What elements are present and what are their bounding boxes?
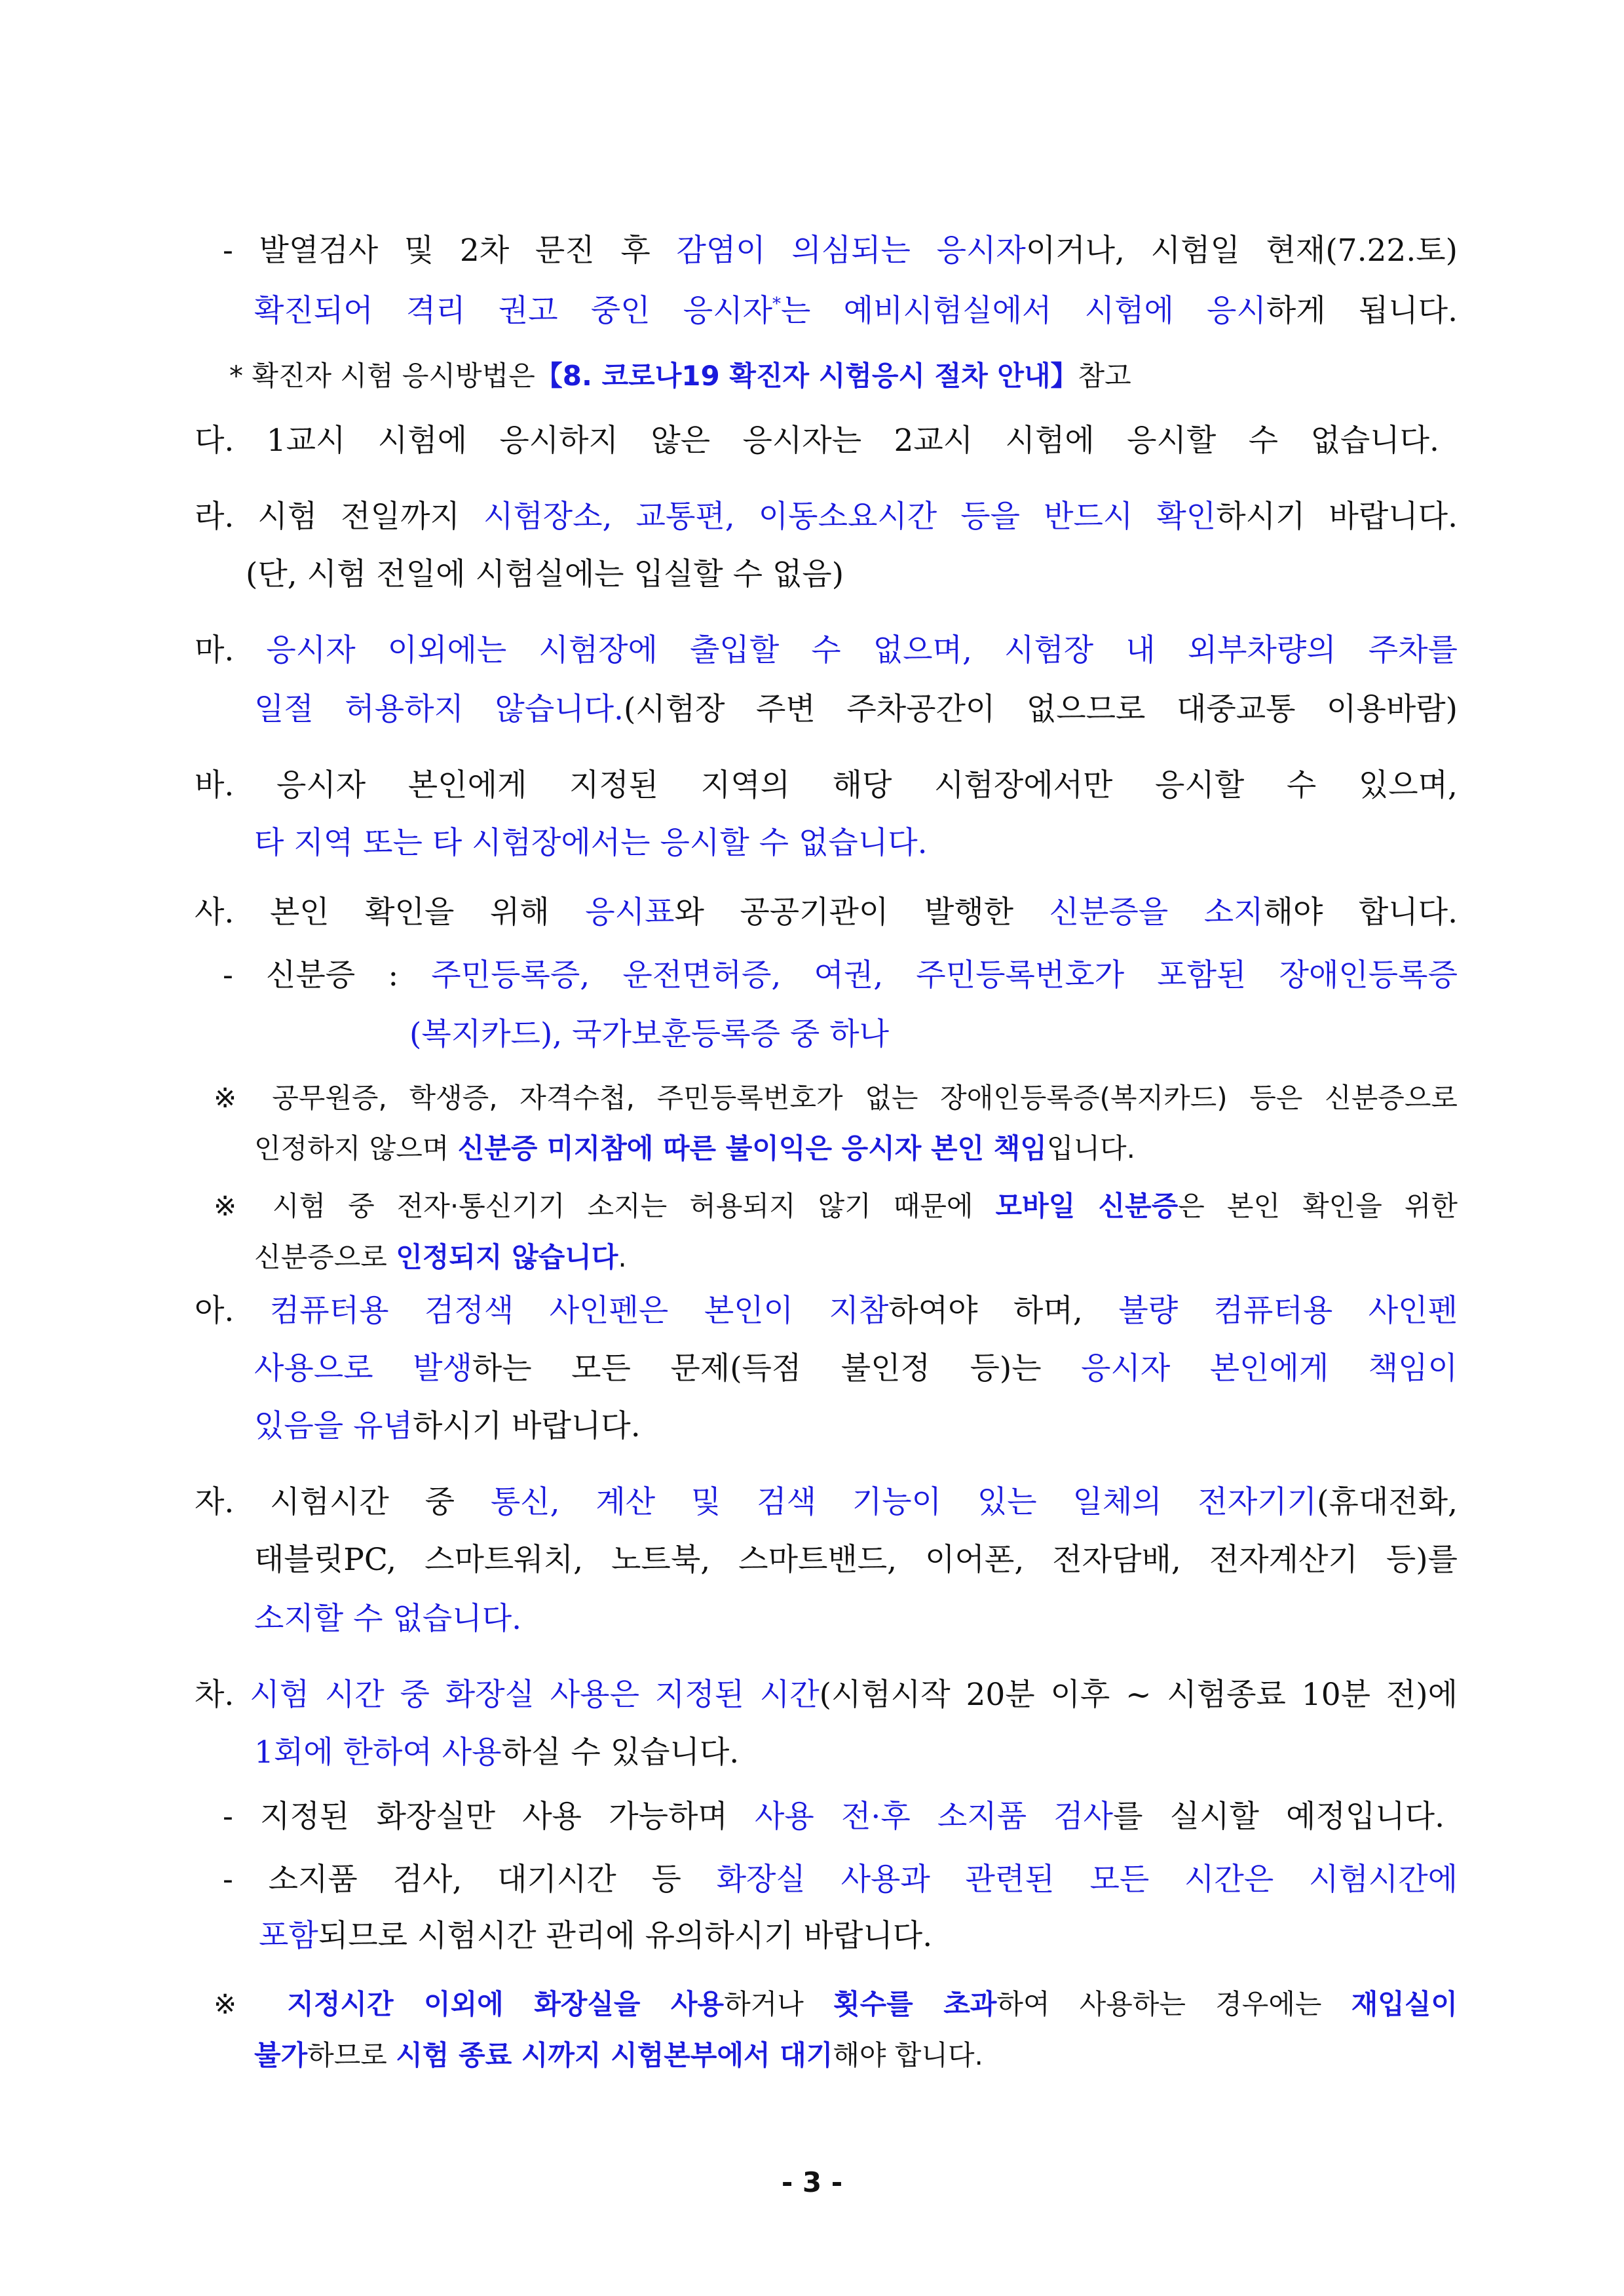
emphasis-text: 시험 종료 시까지 시험본부에서 대기 [396,2039,833,2071]
text-run: 하여 사용하는 경우에는 [996,1988,1351,2020]
text-run: (휴대전화, [1317,1484,1458,1520]
note-line [254,1237,1040,1279]
text-run: 하는 모든 문제(득점 불인정 등)는 [472,1350,1082,1387]
text-run: (시험시작 20분 이후 ~ 시험종료 10분 전)에 [819,1677,1458,1713]
emphasis-text: 1회에 한하여 사용 [254,1734,502,1770]
text-run: * 확진자 시험 응시방법은 [229,360,535,392]
body-line [195,497,1458,539]
footnote-line [229,356,1277,398]
note-line [254,1128,1368,1170]
body-line [223,231,1458,273]
emphasis-text: 신분증을 소지 [1049,894,1264,930]
body-line [254,1349,1458,1390]
text-run: 하여야 하며, [888,1293,1119,1329]
body-line [254,1732,1171,1774]
emphasis-text: 신분증 미지참에 따른 불이익은 응시자 본인 책임 [457,1132,1047,1164]
emphasis-text: 모바일 신분증 [995,1190,1179,1222]
note-line [214,1984,1458,2026]
text-run: - 신분증 : [223,957,432,993]
text-run: 아. [195,1293,270,1329]
emphasis-text: 컴퓨터용 검정색 사인펜은 본인이 지참 [269,1293,889,1329]
page-number: - 3 - [781,2166,843,2198]
body-line [254,1599,1040,1641]
emphasis-text: 사용 전·후 소지품 검사 [755,1799,1114,1835]
body-line [195,892,1458,934]
emphasis-text: 포함 [259,1918,318,1954]
text-run: 마. [195,632,267,668]
text-run: 와 공공기관이 발행한 [674,894,1049,930]
emphasis-text: 화장실 사용과 관련된 모든 시간은 시험시간에 [716,1862,1458,1898]
emphasis-text: 확진되어 격리 권고 중인 응시자 [254,293,773,329]
body-line [254,1540,1458,1582]
emphasis-text: 일절 허용하지 않습니다. [254,691,624,727]
note-line [214,1186,1458,1228]
emphasis-text: 시험장소, 교통편, 이동소요시간 등을 반드시 확인 [483,499,1217,535]
text-run: 이거나, 시험일 현재(7.22.토) [1025,233,1458,269]
text-run: 참고 [1078,360,1131,392]
body-line [246,554,1032,596]
emphasis-text: 응시자 본인에게 책임이 [1081,1350,1458,1387]
body-line [195,421,1439,463]
emphasis-text: 주민등록증, 운전면허증, 여권, 주민등록번호가 포함된 장애인등록증 [431,957,1458,993]
text-run: . [618,1241,627,1273]
body-line [195,765,1458,807]
body-line [195,630,1458,672]
emphasis-text: 사용으로 발생 [254,1350,472,1387]
emphasis-text: 응시자 이외에는 시험장에 출입할 수 없으며, 시험장 내 외부차량의 주차를 [266,632,1458,668]
emphasis-text: 불가 [254,2039,308,2071]
emphasis-text: 시험 시간 중 화장실 사용은 지정된 시간 [250,1677,820,1713]
text-run: 하게 됩니다. [1266,293,1458,329]
text-run: 하시기 바랍니다. [412,1408,641,1444]
body-line [223,1797,1445,1839]
emphasis-text: 통신, 계산 및 검색 기능이 있는 일체의 전자기기 [490,1484,1317,1520]
text-run: ※ 공무원증, 학생증, 자격수첩, 주민등록번호가 없는 장애인등록증(복지카드) 등은 신분증으로 [214,1082,1458,1114]
emphasis-text: 인정되지 않습니다 [396,1241,618,1273]
text-run: (단, 시험 전일에 시험실에는 입실할 수 없음) [246,556,844,592]
text-run: 를 실시할 예정입니다. [1113,1799,1445,1835]
body-line [409,1014,1196,1056]
text-run: 태블릿PC, 스마트워치, 노트북, 스마트밴드, 이어폰, 전자담배, 전자계산기 등)를 [254,1542,1458,1578]
emphasis-text: 지정시간 이외에 화장실을 사용 [287,1988,725,2020]
text-run: - 발열검사 및 2차 문진 후 [223,233,677,269]
note-line [254,2035,1237,2077]
emphasis-text: 는 예비시험실에서 시험에 응시 [781,293,1266,329]
text-run: 하시기 바랍니다. [1216,499,1458,535]
body-line [223,1860,1458,1902]
emphasis-text: 불량 컴퓨터용 사인펜 [1118,1293,1458,1329]
text-run: 은 본인 확인을 위한 [1178,1190,1458,1222]
emphasis-text: 횟수를 초과 [833,1988,997,2020]
emphasis-text: 있음을 유념 [254,1408,413,1444]
body-line [259,1916,1176,1958]
emphasis-text: 【8. 코로나19 확진자 시험응시 절차 안내】 [535,360,1078,392]
emphasis-text: 감염이 의심되는 응시자 [676,233,1026,269]
text-run: 차. [195,1677,250,1713]
body-line [254,823,1171,865]
text-run: 입니다. [1046,1132,1135,1164]
text-run: 해야 합니다. [833,2039,983,2071]
text-run: 하거나 [724,1988,834,2020]
text-run: 라. 시험 전일까지 [195,499,483,535]
text-run: ※ [214,1988,288,2020]
text-run: - 소지품 검사, 대기시간 등 [223,1862,717,1898]
text-run: 다. 1교시 시험에 응시하지 않은 응시자는 2교시 시험에 응시할 수 없습니다. [195,423,1439,459]
footnote-mark: * [772,294,782,314]
text-run: 사. 본인 확인을 위해 [195,894,586,930]
text-run: ※ 시험 중 전자·통신기기 소지는 허용되지 않기 때문에 [214,1190,996,1222]
body-line [195,1291,1458,1333]
text-run: 신분증으로 [254,1241,396,1273]
emphasis-text: 재입실이 [1351,1988,1458,2020]
text-run: 인정하지 않으며 [254,1132,458,1164]
emphasis-text: 타 지역 또는 타 시험장에서는 응시할 수 없습니다. [254,825,928,861]
text-run: - 지정된 화장실만 사용 가능하며 [223,1799,755,1835]
text-run: (시험장 주변 주차공간이 없으므로 대중교통 이용바람) [623,691,1458,727]
text-run: 하실 수 있습니다. [501,1734,740,1770]
emphasis-text: 응시표 [585,894,675,930]
body-line [195,1675,1458,1717]
text-run: 해야 합니다. [1263,894,1458,930]
text-run: 바. 응시자 본인에게 지정된 지역의 해당 시험장에서만 응시할 수 있으며, [195,767,1458,803]
body-line [254,689,1458,731]
text-run: 되므로 시험시간 관리에 유의하시기 바랍니다. [318,1918,933,1954]
body-line [195,1482,1458,1524]
body-line [223,955,1458,997]
text-run: 자. 시험시간 중 [195,1484,491,1520]
emphasis-text: 소지할 수 없습니다. [254,1601,522,1637]
emphasis-text: (복지카드), 국가보훈등록증 중 하나 [409,1016,890,1052]
text-run: 하므로 [307,2039,396,2071]
body-line [254,1406,1040,1448]
body-line [254,291,1458,333]
note-line [214,1078,1458,1120]
